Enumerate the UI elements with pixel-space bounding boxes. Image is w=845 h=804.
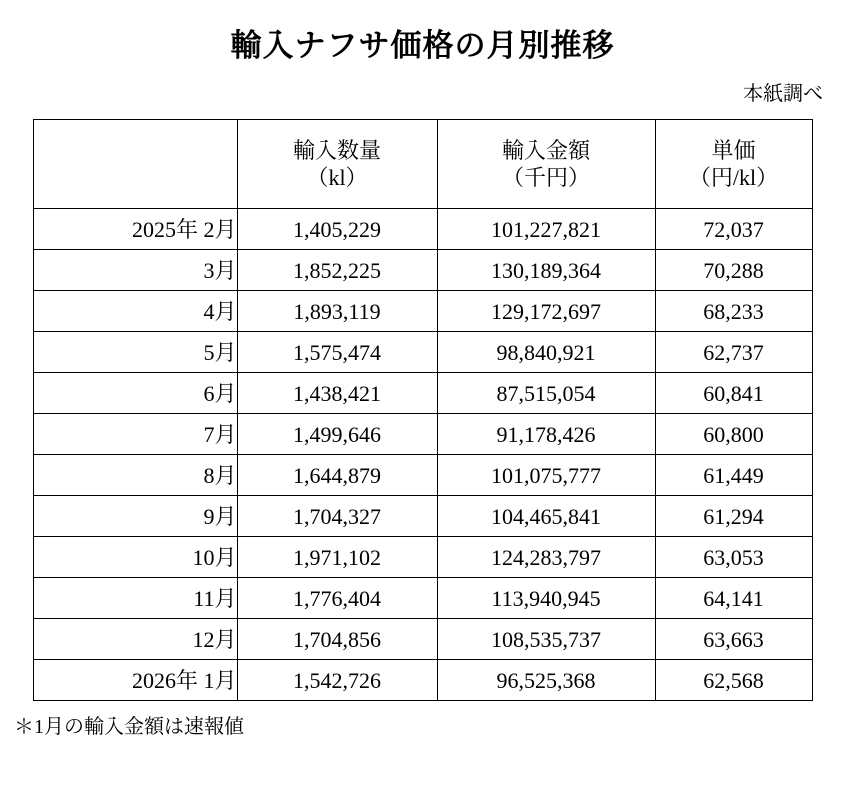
cell-quantity: 1,704,856 xyxy=(237,619,437,660)
row-label: 12月 xyxy=(33,619,237,660)
cell-amount: 113,940,945 xyxy=(437,578,655,619)
table-row xyxy=(33,291,812,332)
cell-amount: 129,172,697 xyxy=(437,291,655,332)
row-label: 11月 xyxy=(33,578,237,619)
row-label: 8月 xyxy=(33,455,237,496)
table-row xyxy=(33,537,812,578)
cell-unit-price: 63,663 xyxy=(655,619,812,660)
cell-unit-price: 72,037 xyxy=(655,209,812,250)
cell-quantity: 1,893,119 xyxy=(237,291,437,332)
table-header xyxy=(33,120,812,209)
table-row xyxy=(33,578,812,619)
cell-quantity: 1,644,879 xyxy=(237,455,437,496)
table-header-row xyxy=(33,120,812,209)
row-label: 4月 xyxy=(33,291,237,332)
cell-quantity: 1,852,225 xyxy=(237,250,437,291)
cell-amount: 96,525,368 xyxy=(437,660,655,701)
table-row xyxy=(33,373,812,414)
naphtha-price-table xyxy=(33,119,813,701)
source-attribution: 本紙調べ xyxy=(743,83,823,106)
cell-unit-price: 68,233 xyxy=(655,291,812,332)
cell-unit-price: 60,800 xyxy=(655,414,812,455)
cell-amount: 101,227,821 xyxy=(437,209,655,250)
column-header-unit-price: 単価 （円/kl） xyxy=(655,120,812,209)
cell-amount: 87,515,054 xyxy=(437,373,655,414)
cell-amount: 104,465,841 xyxy=(437,496,655,537)
cell-quantity: 1,438,421 xyxy=(237,373,437,414)
table-row xyxy=(33,209,812,250)
document-page xyxy=(0,27,845,804)
cell-unit-price: 62,737 xyxy=(655,332,812,373)
column-header-amount: 輸入金額 （千円） xyxy=(437,120,655,209)
cell-quantity: 1,704,327 xyxy=(237,496,437,537)
table-row xyxy=(33,496,812,537)
table-row xyxy=(33,619,812,660)
row-label: 2026年 1月 xyxy=(33,660,237,701)
cell-amount: 130,189,364 xyxy=(437,250,655,291)
cell-amount: 101,075,777 xyxy=(437,455,655,496)
cell-amount: 91,178,426 xyxy=(437,414,655,455)
row-label: 2025年 2月 xyxy=(33,209,237,250)
row-label: 5月 xyxy=(33,332,237,373)
column-header-quantity: 輸入数量 （kl） xyxy=(237,120,437,209)
cell-quantity: 1,776,404 xyxy=(237,578,437,619)
footnote: ＊1月の輸入金額は速報値 xyxy=(14,716,244,739)
table-row xyxy=(33,414,812,455)
cell-amount: 108,535,737 xyxy=(437,619,655,660)
row-label: 3月 xyxy=(33,250,237,291)
table-row xyxy=(33,660,812,701)
cell-unit-price: 64,141 xyxy=(655,578,812,619)
row-label: 10月 xyxy=(33,537,237,578)
cell-quantity: 1,971,102 xyxy=(237,537,437,578)
cell-unit-price: 60,841 xyxy=(655,373,812,414)
cell-quantity: 1,542,726 xyxy=(237,660,437,701)
row-label: 6月 xyxy=(33,373,237,414)
cell-unit-price: 61,294 xyxy=(655,496,812,537)
cell-quantity: 1,575,474 xyxy=(237,332,437,373)
cell-unit-price: 61,449 xyxy=(655,455,812,496)
table-row xyxy=(33,332,812,373)
cell-unit-price: 62,568 xyxy=(655,660,812,701)
cell-unit-price: 70,288 xyxy=(655,250,812,291)
row-label: 9月 xyxy=(33,496,237,537)
cell-unit-price: 63,053 xyxy=(655,537,812,578)
row-label: 7月 xyxy=(33,414,237,455)
cell-amount: 124,283,797 xyxy=(437,537,655,578)
cell-amount: 98,840,921 xyxy=(437,332,655,373)
column-header-month xyxy=(33,120,237,209)
cell-quantity: 1,405,229 xyxy=(237,209,437,250)
cell-quantity: 1,499,646 xyxy=(237,414,437,455)
page-title: 輸入ナフサ価格の月別推移 xyxy=(230,28,615,63)
table-row xyxy=(33,250,812,291)
table-body xyxy=(33,209,812,701)
table-row xyxy=(33,455,812,496)
